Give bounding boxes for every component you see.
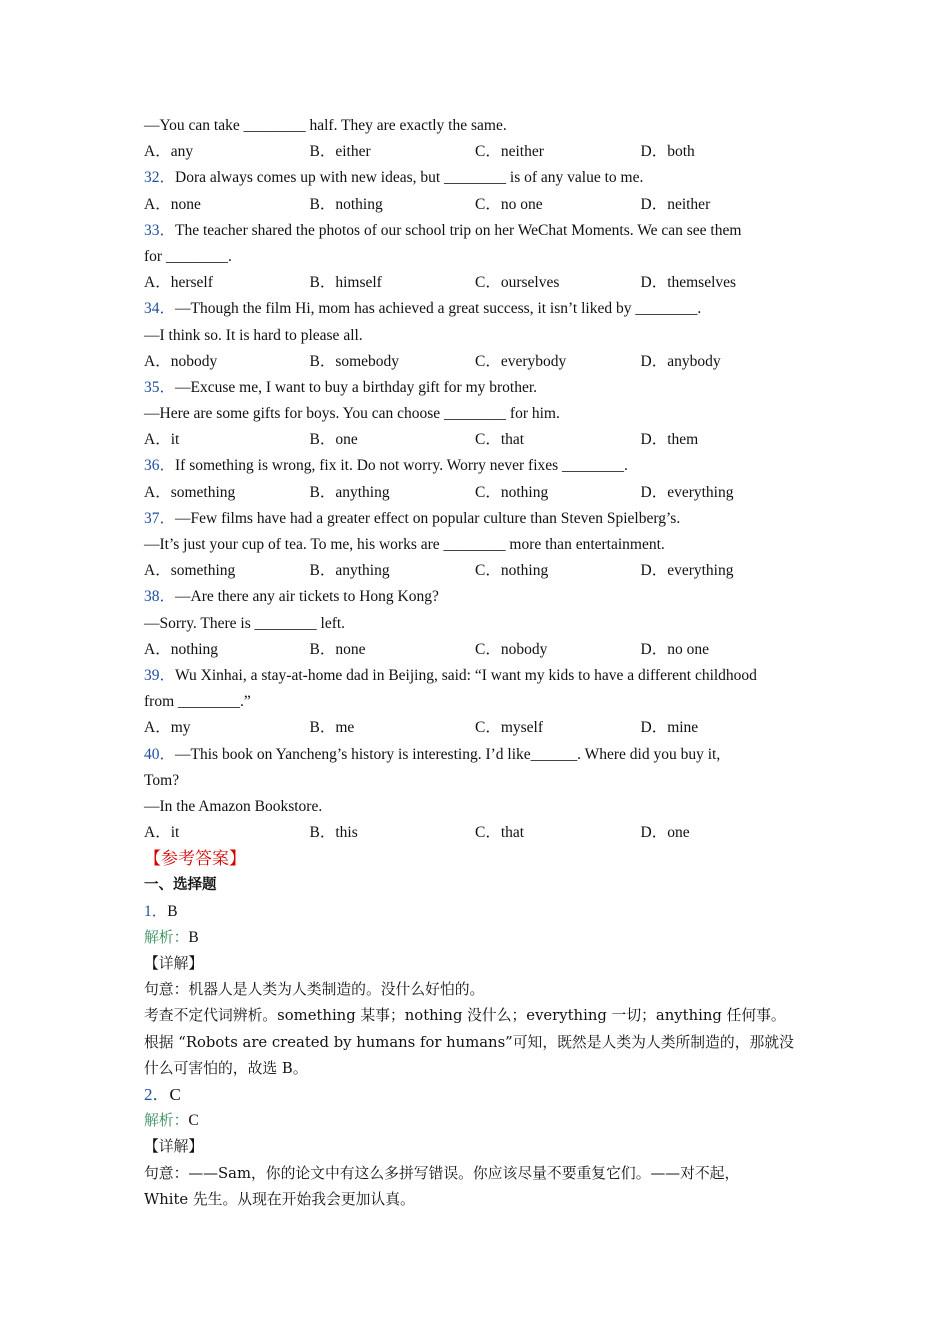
option-c: C．that <box>475 824 525 842</box>
option-b: B．anything <box>309 562 390 580</box>
answer-1-line-1: 句意：机器人是人类为人类制造的。没什么好怕的。 <box>144 981 485 999</box>
answer-value: B <box>167 902 178 920</box>
question-34-text-cont: —I think so. It is hard to please all. <box>144 326 363 344</box>
option-b: B．either <box>309 143 371 161</box>
option-a: A．something <box>144 483 236 501</box>
question-number: 34． <box>144 300 176 318</box>
analysis-value: B <box>188 928 199 946</box>
question-36-options <box>144 480 814 506</box>
option-d: D．neither <box>640 195 711 213</box>
question-number: 33． <box>144 221 176 239</box>
option-d: D．one <box>640 824 690 842</box>
option-d: D．both <box>640 143 695 161</box>
option-b: B．somebody <box>309 352 400 370</box>
question-39-options <box>144 715 814 741</box>
question-33 <box>144 218 814 244</box>
question-39 <box>144 663 814 689</box>
answer-1-line-2: 考查不定代词辨析。something 某事；nothing 没什么；everything 一切；anything 任何事。 <box>144 1007 786 1025</box>
question-number: 35． <box>144 378 176 396</box>
question-36 <box>144 453 814 479</box>
question-38-options <box>144 637 814 663</box>
question-32 <box>144 165 814 191</box>
detail-heading: 【详解】 <box>144 955 204 972</box>
question-text: —This book on Yancheng’s history is interesting. I’d like______. Where did you buy it, <box>175 745 721 763</box>
option-a: A．any <box>144 143 194 161</box>
question-text: The teacher shared the photos of our school trip on her WeChat Moments. We can see them <box>175 221 742 239</box>
option-b: B．anything <box>309 483 390 501</box>
option-a: A．my <box>144 719 191 737</box>
option-b: B．nothing <box>309 195 383 213</box>
question-35 <box>144 375 814 401</box>
answer-1-analysis <box>144 925 814 951</box>
analysis-label: 解析： <box>144 928 189 946</box>
question-number: 37． <box>144 509 176 527</box>
option-b: B．himself <box>309 274 382 292</box>
option-c: C．no one <box>475 195 543 213</box>
question-number: 39． <box>144 666 176 684</box>
option-a: A．something <box>144 562 236 580</box>
question-35-options <box>144 427 814 453</box>
option-a: A．nobody <box>144 352 218 370</box>
question-number: 40． <box>144 745 176 763</box>
question-32-options <box>144 192 814 218</box>
question-31-options <box>144 139 814 165</box>
option-b: B．this <box>309 824 358 842</box>
analysis-value: C <box>188 1112 199 1130</box>
section-heading: 一、选择题 <box>144 877 217 894</box>
question-39-text-cont: from ________.” <box>144 693 251 711</box>
question-40-options <box>144 820 814 846</box>
question-40 <box>144 742 814 768</box>
answer-number: 1． <box>144 902 168 920</box>
answer-2 <box>144 1082 814 1108</box>
option-c: C．nothing <box>475 562 549 580</box>
option-c: C．neither <box>475 143 544 161</box>
answer-2-analysis <box>144 1108 814 1134</box>
analysis-label: 解析： <box>144 1112 189 1130</box>
question-number: 38． <box>144 588 176 606</box>
option-a: A．herself <box>144 274 213 292</box>
question-text: If something is wrong, fix it. Do not worry. Worry never fixes ________. <box>175 457 628 475</box>
option-d: D．themselves <box>640 274 737 292</box>
option-a: A．it <box>144 824 180 842</box>
option-a: A．none <box>144 195 201 213</box>
answer-key-title: 【参考答案】 <box>144 849 246 869</box>
answer-value: C <box>169 1084 181 1104</box>
question-31-text: —You can take ________ half. They are exactly the same. <box>144 117 507 134</box>
option-c: C．that <box>475 431 525 449</box>
option-c: C．everybody <box>475 352 567 370</box>
answer-2-line-2: White 先生。从现在开始我会更加认真。 <box>144 1190 415 1208</box>
option-c: C．myself <box>475 719 544 737</box>
question-40-text-cont: Tom? <box>144 771 180 789</box>
option-d: D．anybody <box>640 352 721 370</box>
answer-2-line-1: 句意：——Sam，你的论文中有这么多拼写错误。你应该尽量不要重复它们。——对不起， <box>144 1164 740 1182</box>
option-d: D．everything <box>640 562 734 580</box>
question-33-options <box>144 270 814 296</box>
option-b: B．one <box>309 431 358 449</box>
question-text: Wu Xinhai, a stay-at-home dad in Beijing, said: “I want my kids to have a different childhood <box>175 666 757 684</box>
option-d: D．everything <box>640 483 734 501</box>
option-c: C．nobody <box>475 640 548 658</box>
question-38-text-cont: —Sorry. There is ________ left. <box>144 614 346 632</box>
question-33-text-cont: for ________. <box>144 247 232 265</box>
question-38 <box>144 584 814 610</box>
detail-heading: 【详解】 <box>144 1138 204 1156</box>
answer-1 <box>144 899 814 925</box>
question-34-options <box>144 349 814 375</box>
answer-1-line-4: 什么可害怕的，故选 B。 <box>144 1059 308 1077</box>
question-37 <box>144 506 814 532</box>
question-number: 32． <box>144 169 176 187</box>
question-37-text-cont: —It’s just your cup of tea. To me, his works are ________ more than entertainment. <box>144 536 665 553</box>
option-d: D．no one <box>640 640 709 658</box>
question-34 <box>144 296 814 322</box>
question-35-text-cont: —Here are some gifts for boys. You can choose ________ for him. <box>144 405 560 423</box>
option-d: D．them <box>640 431 699 449</box>
question-text: —Are there any air tickets to Hong Kong? <box>175 588 439 606</box>
question-text: Dora always comes up with new ideas, but ________ is of any value to me. <box>175 169 644 187</box>
question-40-reply: —In the Amazon Bookstore. <box>144 797 323 815</box>
question-37-options <box>144 558 814 584</box>
option-c: C．nothing <box>475 483 549 501</box>
question-number: 36． <box>144 457 176 475</box>
option-d: D．mine <box>640 719 699 737</box>
option-c: C．ourselves <box>475 274 560 292</box>
document-page <box>144 113 814 1213</box>
question-text: —Few films have had a greater effect on popular culture than Steven Spielberg’s. <box>175 509 681 527</box>
question-text: —Excuse me, I want to buy a birthday gift for my brother. <box>175 378 538 396</box>
answer-number: 2． <box>144 1084 170 1104</box>
option-a: A．it <box>144 431 180 449</box>
option-b: B．none <box>309 640 366 658</box>
answer-1-line-3: 根据 “Robots are created by humans for humans”可知，既然是人类为人类所制造的，那就没 <box>144 1033 794 1051</box>
question-text: —Though the film Hi, mom has achieved a great success, it isn’t liked by ________. <box>175 300 702 318</box>
option-b: B．me <box>309 719 355 737</box>
option-a: A．nothing <box>144 640 219 658</box>
